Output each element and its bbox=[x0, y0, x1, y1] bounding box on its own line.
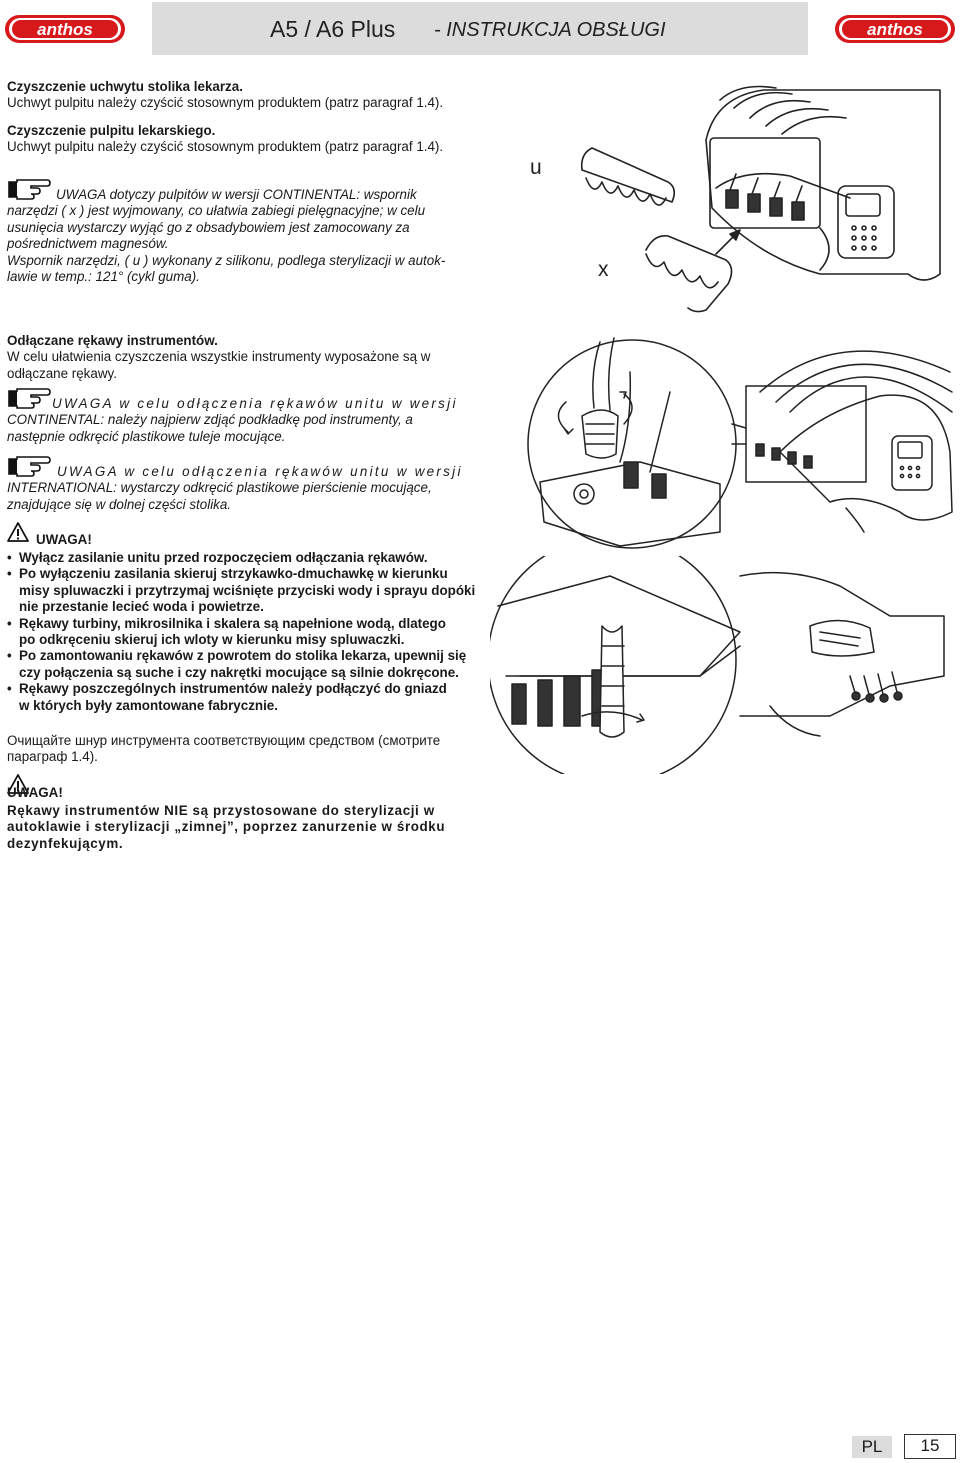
section-desk-handle bbox=[7, 79, 443, 112]
anthos-logo-left-mark bbox=[4, 12, 126, 46]
note-line: UWAGA w celu odłączenia rękawów unitu w wersji bbox=[52, 396, 458, 411]
note-line: INTERNATIONAL: wystarczy odkręcić plastikowe pierścienie mocujące, bbox=[7, 480, 432, 496]
bullet-item bbox=[7, 681, 482, 714]
note-continental-sleeves bbox=[7, 396, 482, 445]
header-title: A5 / A6 Plus bbox=[270, 16, 396, 42]
note-line: UWAGA w celu odłączenia rękawów unitu w wersji bbox=[57, 464, 463, 479]
russian-cleaning-note bbox=[7, 733, 487, 766]
bullet-item bbox=[7, 550, 482, 566]
sleeve-continental-illustration bbox=[520, 332, 956, 556]
section-detachable-sleeves bbox=[7, 333, 487, 382]
bullet-line: • Rękawy poszczególnych instrumentów należy podłączyć do gniazd bbox=[19, 681, 447, 697]
figure-label-u: u bbox=[530, 156, 542, 179]
sleeve-international-illustration bbox=[490, 556, 956, 774]
warning-sterilization bbox=[7, 803, 481, 852]
section-line: odłączane rękawy. bbox=[7, 365, 117, 381]
section-text: Uchwyt pulpitu należy czyścić stosownym produktem (patrz paragraf 1.4). bbox=[7, 139, 444, 155]
bullet-line: • Wyłącz zasilanie unitu przed rozpoczęciem odłączania rękawów. bbox=[19, 550, 428, 565]
anthos-logo-right bbox=[834, 12, 956, 46]
page-number: 15 bbox=[904, 1434, 956, 1459]
bullet-item bbox=[7, 566, 482, 615]
anthos-logo-left bbox=[4, 12, 126, 46]
section-doctor-console bbox=[7, 123, 443, 156]
note-continental-support bbox=[7, 187, 479, 285]
note-line: CONTINENTAL: należy najpierw zdjąć podkładkę pod instrumenty, a bbox=[7, 412, 413, 428]
section-text: Uchwyt pulpitu należy czyścić stosownym produktem (patrz paragraf 1.4). bbox=[7, 95, 444, 111]
note-line: usunięcia wystarczy wyjąć go z obsadybowiem jest zamocowany za bbox=[7, 219, 410, 235]
sleeve-continental-drawing bbox=[520, 332, 956, 556]
note-line: następnie odkręcić plastikowe tuleje mocujące. bbox=[7, 428, 286, 444]
note-line: pośrednictwem magnesów. bbox=[7, 236, 169, 252]
note-line: UWAGA dotyczy pulpitów w wersji CONTINENTAL: wspornik bbox=[56, 187, 417, 202]
note-line: параграф 1.4). bbox=[7, 749, 98, 765]
note-line: znajdujące się w dolnej części stolika. bbox=[7, 496, 232, 512]
support-drawing bbox=[520, 78, 956, 318]
warning-title: UWAGA! bbox=[7, 785, 63, 800]
note-line: lawie w temp.: 121° (cykl guma). bbox=[7, 269, 200, 285]
warning-line: autoklawie i sterylizacji „zimnej”, poprzez zanurzenie w środku bbox=[7, 819, 446, 835]
warning-title: UWAGA! bbox=[36, 532, 92, 547]
note-line: Очищайте шнур инструмента соответствующим средством (смотрите bbox=[7, 733, 441, 748]
note-international-sleeves bbox=[7, 464, 482, 513]
section-line: W celu ułatwienia czyszczenia wszystkie instrumenty wyposażone są w bbox=[7, 349, 431, 365]
svg-text:anthos: anthos bbox=[37, 20, 93, 39]
warning-triangle-icon bbox=[7, 522, 29, 542]
header-subtitle: - INSTRUKCJA OBSŁUGI bbox=[434, 19, 666, 41]
bullet-line: w których były zamontowane fabrycznie. bbox=[19, 697, 278, 713]
section-heading: Czyszczenie pulpitu lekarskiego. bbox=[7, 123, 216, 138]
bullet-line: misy spluwaczki i przytrzymaj wciśnięte przyciski wody i sprayu dopóki bbox=[19, 582, 476, 598]
bullet-line: • Po zamontowaniu rękawów z powrotem do stolika lekarza, upewnij się bbox=[19, 648, 467, 664]
section-heading: Odłączane rękawy instrumentów. bbox=[7, 333, 218, 348]
bullet-line: czy połączenia są suche i czy nakrętki mocujące są silnie dokręcone. bbox=[19, 664, 459, 680]
svg-text:anthos: anthos bbox=[867, 20, 923, 39]
anthos-logo-right-mark bbox=[834, 12, 956, 46]
bullet-line: po odkręceniu skieruj ich wloty w kierunku misy spluwaczki. bbox=[19, 632, 405, 648]
bullet-line: nie przestanie lecieć woda i powietrze. bbox=[19, 599, 264, 615]
instrument-support-illustration bbox=[520, 78, 956, 318]
page-header bbox=[152, 2, 808, 55]
note-line: Wspornik narzędzi, ( u ) wykonany z silikonu, podlega sterylizacji w autok- bbox=[7, 252, 446, 268]
warning-bullets bbox=[7, 550, 482, 714]
bullet-line: • Rękawy turbiny, mikrosilnika i skalera są napełnione wodą, dlatego bbox=[19, 615, 446, 631]
bullet-line: • Po wyłączeniu zasilania skieruj strzykawko-dmuchawkę w kierunku bbox=[19, 566, 448, 582]
note-line: narzędzi ( x ) jest wyjmowany, co ułatwia zabiegi pielęgnacyjne; w celu bbox=[7, 203, 426, 219]
section-heading: Czyszczenie uchwytu stolika lekarza. bbox=[7, 79, 243, 94]
warning-line: Rękawy instrumentów NIE są przystosowane do sterylizacji w bbox=[7, 803, 435, 818]
bullet-item bbox=[7, 648, 482, 681]
warning-line: dezynfekującym. bbox=[7, 835, 124, 851]
figure-label-x: x bbox=[598, 258, 609, 281]
sleeve-international-drawing bbox=[490, 556, 956, 774]
language-badge: PL bbox=[852, 1436, 892, 1458]
bullet-item bbox=[7, 616, 482, 649]
